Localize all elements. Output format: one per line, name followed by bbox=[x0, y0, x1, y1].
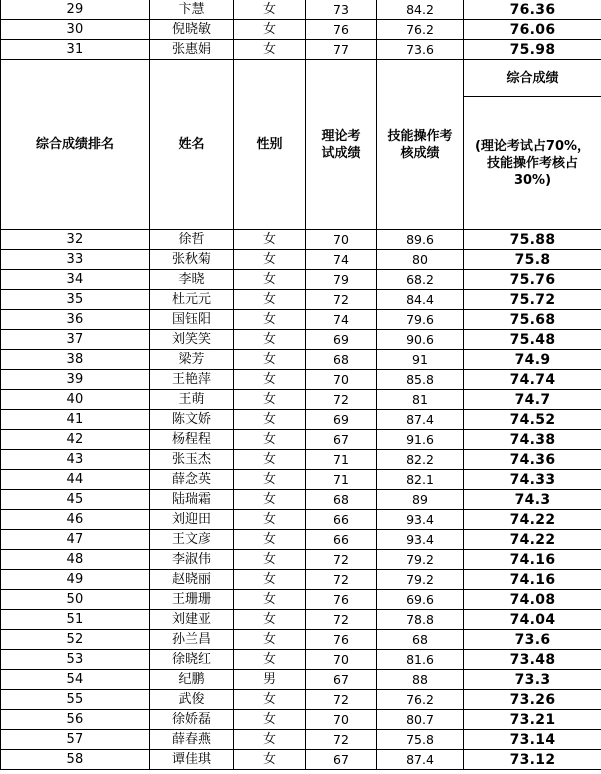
cell-skill-score: 81.6 bbox=[377, 650, 464, 670]
cell-name: 杨程程 bbox=[150, 430, 234, 450]
cell-name: 刘迎田 bbox=[150, 510, 234, 530]
cell-gender: 女 bbox=[234, 430, 306, 450]
cell-rank: 58 bbox=[1, 750, 150, 770]
cell-theory-score: 72 bbox=[306, 730, 377, 750]
cell-theory-score: 72 bbox=[306, 570, 377, 590]
cell-name: 刘笑笑 bbox=[150, 330, 234, 350]
table-row bbox=[1, 430, 601, 450]
cell-composite-score: 73.6 bbox=[464, 630, 601, 650]
cell-composite-score: 75.72 bbox=[464, 290, 601, 310]
cell-composite-score: 73.3 bbox=[464, 670, 601, 690]
cell-name: 王艳萍 bbox=[150, 370, 234, 390]
cell-gender: 女 bbox=[234, 470, 306, 490]
cell-composite-score: 75.48 bbox=[464, 330, 601, 350]
cell-skill-score: 89 bbox=[377, 490, 464, 510]
cell-theory-score: 76 bbox=[306, 20, 377, 40]
cell-composite-score: 73.21 bbox=[464, 710, 601, 730]
cell-skill-score: 78.8 bbox=[377, 610, 464, 630]
table-row bbox=[1, 450, 601, 470]
header-gender: 性别 bbox=[234, 60, 306, 230]
header-composite-note: (理论考试占70%，技能操作考核占30%) bbox=[464, 97, 601, 230]
cell-theory-score: 68 bbox=[306, 350, 377, 370]
cell-name: 陈文娇 bbox=[150, 410, 234, 430]
cell-name: 薛念英 bbox=[150, 470, 234, 490]
cell-name: 陆瑞霜 bbox=[150, 490, 234, 510]
cell-composite-score: 73.48 bbox=[464, 650, 601, 670]
cell-gender: 女 bbox=[234, 350, 306, 370]
cell-theory-score: 70 bbox=[306, 230, 377, 250]
table-row bbox=[1, 290, 601, 310]
cell-name: 李晓 bbox=[150, 270, 234, 290]
table-row bbox=[1, 0, 601, 20]
cell-gender: 女 bbox=[234, 610, 306, 630]
cell-theory-score: 69 bbox=[306, 330, 377, 350]
table-row bbox=[1, 250, 601, 270]
cell-rank: 57 bbox=[1, 730, 150, 750]
cell-theory-score: 67 bbox=[306, 750, 377, 770]
cell-name: 梁芳 bbox=[150, 350, 234, 370]
cell-skill-score: 79.2 bbox=[377, 550, 464, 570]
cell-gender: 女 bbox=[234, 330, 306, 350]
cell-composite-score: 74.36 bbox=[464, 450, 601, 470]
cell-skill-score: 88 bbox=[377, 670, 464, 690]
cell-gender: 女 bbox=[234, 510, 306, 530]
cell-skill-score: 69.6 bbox=[377, 590, 464, 610]
cell-name: 徐哲 bbox=[150, 230, 234, 250]
cell-theory-score: 69 bbox=[306, 410, 377, 430]
table-row bbox=[1, 590, 601, 610]
table-row bbox=[1, 310, 601, 330]
cell-gender: 女 bbox=[234, 250, 306, 270]
table-row bbox=[1, 230, 601, 250]
cell-name: 张惠娟 bbox=[150, 40, 234, 60]
cell-theory-score: 79 bbox=[306, 270, 377, 290]
header-rank: 综合成绩排名 bbox=[1, 60, 150, 230]
table-row bbox=[1, 610, 601, 630]
cell-rank: 43 bbox=[1, 450, 150, 470]
cell-name: 杜元元 bbox=[150, 290, 234, 310]
cell-skill-score: 73.6 bbox=[377, 40, 464, 60]
cell-composite-score: 75.68 bbox=[464, 310, 601, 330]
cell-name: 薛春燕 bbox=[150, 730, 234, 750]
table-row bbox=[1, 370, 601, 390]
cell-gender: 女 bbox=[234, 650, 306, 670]
cell-rank: 52 bbox=[1, 630, 150, 650]
cell-skill-score: 84.2 bbox=[377, 0, 464, 20]
table-row bbox=[1, 710, 601, 730]
cell-rank: 33 bbox=[1, 250, 150, 270]
table-row bbox=[1, 530, 601, 550]
cell-gender: 女 bbox=[234, 290, 306, 310]
cell-gender: 女 bbox=[234, 550, 306, 570]
cell-gender: 女 bbox=[234, 40, 306, 60]
cell-skill-score: 87.4 bbox=[377, 410, 464, 430]
cell-rank: 37 bbox=[1, 330, 150, 350]
cell-rank: 38 bbox=[1, 350, 150, 370]
cell-gender: 男 bbox=[234, 670, 306, 690]
cell-gender: 女 bbox=[234, 270, 306, 290]
cell-name: 王珊珊 bbox=[150, 590, 234, 610]
cell-composite-score: 73.14 bbox=[464, 730, 601, 750]
header-theory-score: 理论考试成绩 bbox=[306, 60, 377, 230]
cell-theory-score: 67 bbox=[306, 670, 377, 690]
cell-skill-score: 90.6 bbox=[377, 330, 464, 350]
cell-theory-score: 77 bbox=[306, 40, 377, 60]
cell-rank: 56 bbox=[1, 710, 150, 730]
cell-gender: 女 bbox=[234, 230, 306, 250]
cell-composite-score: 73.12 bbox=[464, 750, 601, 770]
cell-gender: 女 bbox=[234, 450, 306, 470]
cell-composite-score: 76.06 bbox=[464, 20, 601, 40]
cell-skill-score: 84.4 bbox=[377, 290, 464, 310]
table-row bbox=[1, 630, 601, 650]
cell-gender: 女 bbox=[234, 570, 306, 590]
cell-gender: 女 bbox=[234, 530, 306, 550]
cell-skill-score: 76.2 bbox=[377, 20, 464, 40]
cell-name: 赵晓丽 bbox=[150, 570, 234, 590]
cell-theory-score: 76 bbox=[306, 630, 377, 650]
cell-composite-score: 75.8 bbox=[464, 250, 601, 270]
cell-rank: 39 bbox=[1, 370, 150, 390]
cell-name: 徐娇磊 bbox=[150, 710, 234, 730]
cell-name: 国钰阳 bbox=[150, 310, 234, 330]
cell-skill-score: 80.7 bbox=[377, 710, 464, 730]
cell-theory-score: 74 bbox=[306, 310, 377, 330]
cell-name: 刘建亚 bbox=[150, 610, 234, 630]
cell-name: 王萌 bbox=[150, 390, 234, 410]
cell-theory-score: 70 bbox=[306, 370, 377, 390]
cell-rank: 45 bbox=[1, 490, 150, 510]
cell-skill-score: 91.6 bbox=[377, 430, 464, 450]
cell-composite-score: 75.98 bbox=[464, 40, 601, 60]
cell-skill-score: 81 bbox=[377, 390, 464, 410]
cell-skill-score: 82.2 bbox=[377, 450, 464, 470]
cell-composite-score: 74.16 bbox=[464, 570, 601, 590]
cell-theory-score: 72 bbox=[306, 610, 377, 630]
cell-rank: 32 bbox=[1, 230, 150, 250]
cell-rank: 40 bbox=[1, 390, 150, 410]
cell-gender: 女 bbox=[234, 690, 306, 710]
cell-theory-score: 74 bbox=[306, 250, 377, 270]
table-row bbox=[1, 750, 601, 770]
table-row bbox=[1, 390, 601, 410]
cell-skill-score: 75.8 bbox=[377, 730, 464, 750]
cell-theory-score: 71 bbox=[306, 470, 377, 490]
cell-rank: 48 bbox=[1, 550, 150, 570]
table-body-after-header bbox=[1, 230, 601, 770]
cell-composite-score: 74.22 bbox=[464, 530, 601, 550]
cell-name: 李淑伟 bbox=[150, 550, 234, 570]
cell-composite-score: 74.9 bbox=[464, 350, 601, 370]
cell-skill-score: 85.8 bbox=[377, 370, 464, 390]
cell-skill-score: 79.6 bbox=[377, 310, 464, 330]
cell-skill-score: 91 bbox=[377, 350, 464, 370]
table-body-before-header bbox=[1, 0, 601, 60]
cell-skill-score: 76.2 bbox=[377, 690, 464, 710]
cell-composite-score: 74.38 bbox=[464, 430, 601, 450]
cell-rank: 31 bbox=[1, 40, 150, 60]
cell-skill-score: 80 bbox=[377, 250, 464, 270]
cell-theory-score: 66 bbox=[306, 530, 377, 550]
cell-theory-score: 72 bbox=[306, 690, 377, 710]
cell-skill-score: 87.4 bbox=[377, 750, 464, 770]
cell-theory-score: 76 bbox=[306, 590, 377, 610]
cell-rank: 50 bbox=[1, 590, 150, 610]
cell-composite-score: 73.26 bbox=[464, 690, 601, 710]
table-row bbox=[1, 470, 601, 490]
cell-rank: 53 bbox=[1, 650, 150, 670]
cell-name: 谭佳琪 bbox=[150, 750, 234, 770]
cell-composite-score: 74.3 bbox=[464, 490, 601, 510]
cell-skill-score: 89.6 bbox=[377, 230, 464, 250]
table-row bbox=[1, 410, 601, 430]
table-row bbox=[1, 20, 601, 40]
cell-skill-score: 93.4 bbox=[377, 510, 464, 530]
cell-gender: 女 bbox=[234, 490, 306, 510]
cell-gender: 女 bbox=[234, 390, 306, 410]
table-row bbox=[1, 570, 601, 590]
cell-composite-score: 74.04 bbox=[464, 610, 601, 630]
cell-rank: 47 bbox=[1, 530, 150, 550]
cell-composite-score: 74.7 bbox=[464, 390, 601, 410]
cell-rank: 44 bbox=[1, 470, 150, 490]
cell-name: 张秋菊 bbox=[150, 250, 234, 270]
cell-gender: 女 bbox=[234, 730, 306, 750]
header-name: 姓名 bbox=[150, 60, 234, 230]
cell-name: 武俊 bbox=[150, 690, 234, 710]
table-header bbox=[1, 60, 601, 230]
cell-composite-score: 74.52 bbox=[464, 410, 601, 430]
cell-composite-score: 74.74 bbox=[464, 370, 601, 390]
cell-gender: 女 bbox=[234, 710, 306, 730]
cell-rank: 42 bbox=[1, 430, 150, 450]
cell-theory-score: 72 bbox=[306, 550, 377, 570]
table-row bbox=[1, 270, 601, 290]
cell-theory-score: 67 bbox=[306, 430, 377, 450]
cell-skill-score: 68 bbox=[377, 630, 464, 650]
cell-name: 纪鹏 bbox=[150, 670, 234, 690]
header-composite-title: 综合成绩 bbox=[464, 60, 601, 97]
cell-rank: 46 bbox=[1, 510, 150, 530]
cell-theory-score: 72 bbox=[306, 290, 377, 310]
cell-gender: 女 bbox=[234, 20, 306, 40]
cell-gender: 女 bbox=[234, 310, 306, 330]
cell-name: 卞慧 bbox=[150, 0, 234, 20]
cell-rank: 54 bbox=[1, 670, 150, 690]
cell-name: 王文彦 bbox=[150, 530, 234, 550]
table-row bbox=[1, 330, 601, 350]
cell-gender: 女 bbox=[234, 0, 306, 20]
cell-theory-score: 68 bbox=[306, 490, 377, 510]
cell-rank: 55 bbox=[1, 690, 150, 710]
cell-skill-score: 82.1 bbox=[377, 470, 464, 490]
cell-rank: 49 bbox=[1, 570, 150, 590]
cell-composite-score: 74.16 bbox=[464, 550, 601, 570]
table-row bbox=[1, 40, 601, 60]
cell-name: 孙兰昌 bbox=[150, 630, 234, 650]
header-skill-score: 技能操作考核成绩 bbox=[377, 60, 464, 230]
cell-gender: 女 bbox=[234, 630, 306, 650]
table-row bbox=[1, 350, 601, 370]
cell-rank: 36 bbox=[1, 310, 150, 330]
cell-rank: 41 bbox=[1, 410, 150, 430]
cell-rank: 35 bbox=[1, 290, 150, 310]
cell-composite-score: 76.36 bbox=[464, 0, 601, 20]
cell-theory-score: 73 bbox=[306, 0, 377, 20]
cell-composite-score: 74.08 bbox=[464, 590, 601, 610]
table-row bbox=[1, 490, 601, 510]
cell-theory-score: 70 bbox=[306, 710, 377, 730]
cell-composite-score: 75.88 bbox=[464, 230, 601, 250]
cell-gender: 女 bbox=[234, 370, 306, 390]
table-row bbox=[1, 650, 601, 670]
cell-skill-score: 79.2 bbox=[377, 570, 464, 590]
cell-theory-score: 70 bbox=[306, 650, 377, 670]
cell-name: 徐晓红 bbox=[150, 650, 234, 670]
cell-rank: 51 bbox=[1, 610, 150, 630]
cell-rank: 29 bbox=[1, 0, 150, 20]
table-row bbox=[1, 510, 601, 530]
cell-theory-score: 72 bbox=[306, 390, 377, 410]
cell-name: 倪晓敏 bbox=[150, 20, 234, 40]
cell-composite-score: 75.76 bbox=[464, 270, 601, 290]
cell-name: 张玉杰 bbox=[150, 450, 234, 470]
table-row bbox=[1, 670, 601, 690]
cell-skill-score: 68.2 bbox=[377, 270, 464, 290]
cell-theory-score: 71 bbox=[306, 450, 377, 470]
cell-composite-score: 74.33 bbox=[464, 470, 601, 490]
cell-gender: 女 bbox=[234, 750, 306, 770]
table-row bbox=[1, 550, 601, 570]
cell-theory-score: 66 bbox=[306, 510, 377, 530]
cell-rank: 34 bbox=[1, 270, 150, 290]
cell-skill-score: 93.4 bbox=[377, 530, 464, 550]
cell-rank: 30 bbox=[1, 20, 150, 40]
table-row bbox=[1, 730, 601, 750]
cell-gender: 女 bbox=[234, 410, 306, 430]
table-row bbox=[1, 690, 601, 710]
cell-gender: 女 bbox=[234, 590, 306, 610]
cell-composite-score: 74.22 bbox=[464, 510, 601, 530]
